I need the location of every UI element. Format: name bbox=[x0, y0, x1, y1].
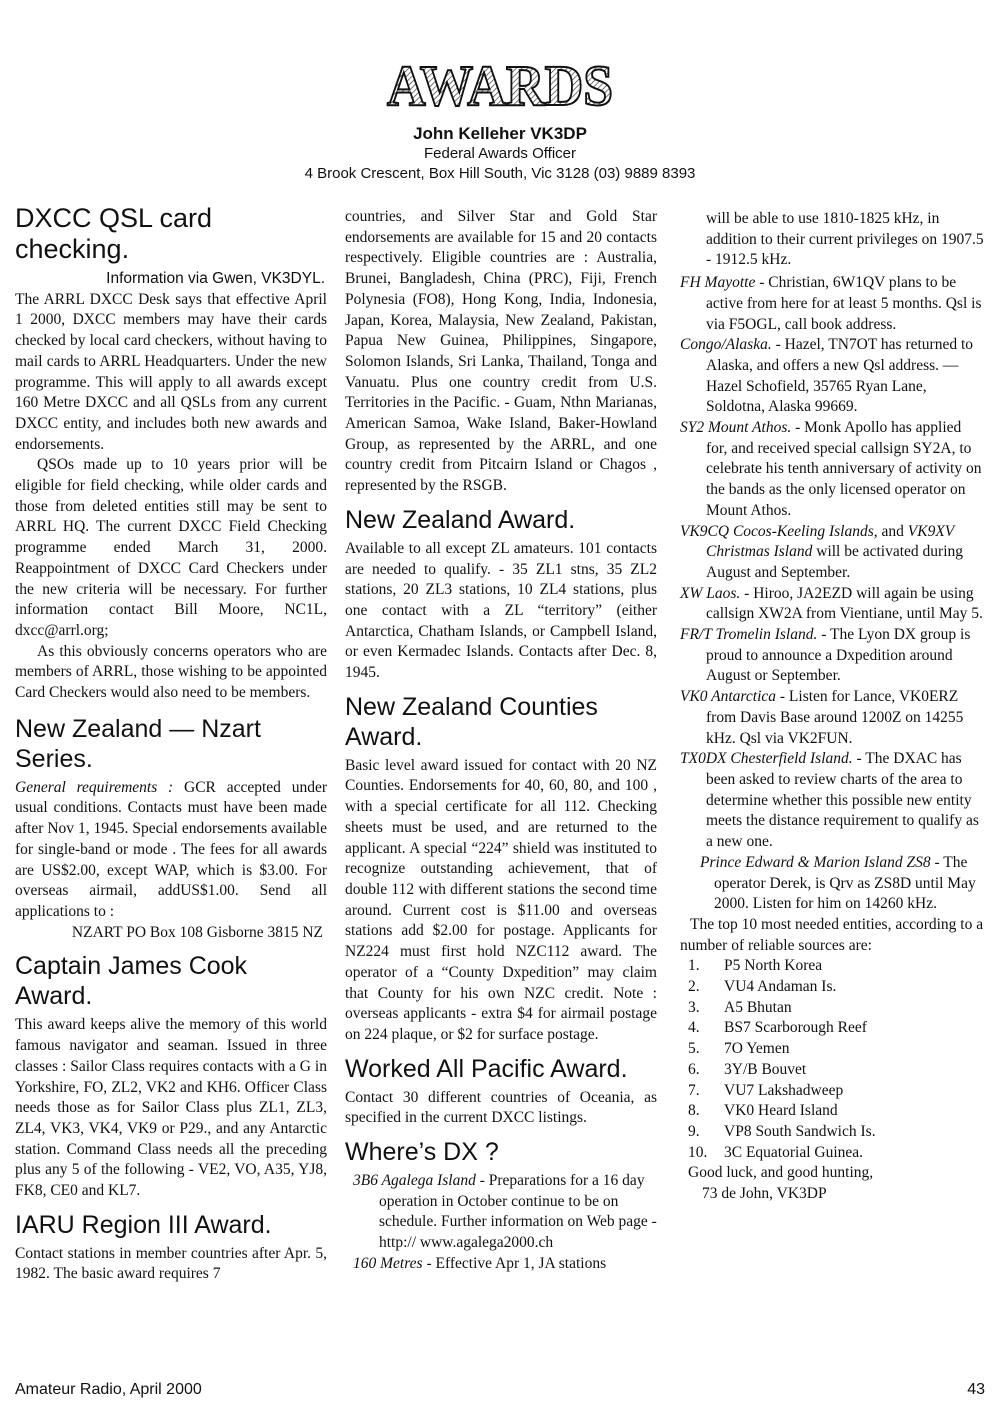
dx-item-title: Congo/Alaska. bbox=[680, 336, 772, 354]
page-footer bbox=[15, 1381, 985, 1399]
dx-item-antarctica bbox=[680, 687, 985, 749]
column-3 bbox=[680, 209, 985, 1205]
awards-logo-graphic bbox=[382, 55, 618, 115]
column-1 bbox=[15, 203, 327, 1285]
list-item-text: BS7 Scarborough Reef bbox=[724, 1019, 867, 1037]
iaru-paragraph-continued: countries, and Silver Star and Gold Star endorsements are available for 15 and 20 contacts respectively. Eligible countries are : Australia, Brunei, Bangladesh, China (PRC), Fiji, French Polynesia (FO8), Hong Kong, India, Indonesia, Japan, Korea, Malaysia, New Zealand, Pakistan, Papua New Guinea, Philippines, Singapore, Solomon Islands, Sri Lanka, Thailand, Tonga and Vanuatu. Plus one country credit from U.S. Territories in the Pacific. - Guam, Nthn Marianas, American Samoa, Wake Island, Baker-Howland Group, as represented by the ARRL, and one country credit from Pitcairn Island or Chagos , represented by the RSGB. bbox=[345, 208, 657, 495]
nz-award-paragraph: Available to all except ZL amateurs. 101 contacts are needed to qualify. - 35 ZL1 stns, 35 ZL2 stations, 20 ZL3 stations, 10 ZL4 stations, plus one contact with a ZL “territory” (either Antarctica, Chatham Islands, or Campbell Island, or even Kermadec Islands. Contacts after Dec. 8, 1945. bbox=[345, 539, 657, 682]
dx-item-title: TX0DX Chesterfield Island. bbox=[680, 750, 853, 768]
author-title: Federal Awards Officer bbox=[423, 145, 576, 162]
nz-award-heading: New Zealand Award. bbox=[345, 505, 576, 534]
list-item-number: 7. bbox=[688, 1081, 700, 1099]
nzart-address: NZART PO Box 108 Gisborne 3815 NZ bbox=[71, 923, 323, 941]
dx-item-text: - The DXAC has been asked to review charts of the area to determine whether this possible new entity meets the distance requirement to qualify as a new one. bbox=[706, 750, 979, 851]
masthead bbox=[0, 55, 1000, 184]
dx-item-prince-edward bbox=[680, 853, 985, 915]
publication-name: Amateur Radio, April 2000 bbox=[15, 1381, 202, 1398]
dx-item-title: VK0 Antarctica bbox=[680, 688, 777, 706]
dxcc-paragraph-3: As this obviously concerns operators who are members of ARRL, those wishing to be appointed Card Checkers would also need to be members. bbox=[15, 642, 327, 702]
awards-logo bbox=[382, 55, 618, 120]
list-item bbox=[688, 977, 985, 998]
list-item-text: 3Y/B Bouvet bbox=[724, 1060, 807, 1078]
list-item-text: 3C Equatorial Guinea. bbox=[724, 1143, 864, 1161]
list-item-text: 7O Yemen bbox=[724, 1040, 790, 1058]
list-item-text: VP8 South Sandwich Is. bbox=[724, 1122, 876, 1140]
dx-item-title: 3B6 Agalega Island bbox=[353, 1172, 476, 1190]
cook-heading: Captain James Cook Award. bbox=[15, 952, 248, 1011]
list-item bbox=[688, 1101, 985, 1122]
author-address: 4 Brook Crescent, Box Hill South, Vic 3128 (03) 9889 8393 bbox=[304, 165, 696, 182]
nzart-paragraph bbox=[15, 778, 327, 923]
dx-item-160m-continued: will be able to use 1810-1825 kHz, in addition to their current privileges on 1907.5 - 1912.5 kHz. bbox=[706, 210, 984, 269]
dx-item-text: - The Lyon DX group is proud to announce a Dxpedition around August or September. bbox=[706, 626, 971, 685]
list-item bbox=[688, 998, 985, 1019]
list-item-number: 10. bbox=[688, 1143, 708, 1161]
dx-item-chesterfield bbox=[680, 749, 985, 853]
list-item-number: 8. bbox=[688, 1102, 700, 1120]
list-item bbox=[688, 1060, 985, 1081]
wap-paragraph: Contact 30 different countries of Oceania, as specified in the current DXCC listings. bbox=[345, 1088, 657, 1127]
dx-item-title: FH Mayotte bbox=[680, 274, 756, 292]
nzart-label: General requirements : bbox=[15, 778, 174, 796]
list-item-text: VK0 Heard Island bbox=[724, 1102, 838, 1120]
nzart-heading: New Zealand — Nzart Series. bbox=[15, 714, 261, 773]
column-2 bbox=[345, 207, 657, 1275]
wap-heading: Worked All Pacific Award. bbox=[345, 1054, 628, 1083]
list-item-number: 5. bbox=[688, 1040, 700, 1058]
dx-item-title: SY2 Mount Athos. bbox=[680, 419, 792, 437]
dx-item-mount-athos bbox=[680, 418, 985, 522]
dxcc-source: Information via Gwen, VK3DYL. bbox=[106, 270, 325, 287]
closing-line-2: 73 de John, VK3DP bbox=[702, 1185, 827, 1203]
iaru-heading: IARU Region III Award. bbox=[15, 1210, 272, 1239]
page-number: 43 bbox=[967, 1381, 985, 1398]
dx-item-title: 160 Metres bbox=[353, 1254, 423, 1272]
author-name: John Kelleher VK3DP bbox=[413, 124, 587, 143]
dx-item-cocos-christmas bbox=[680, 522, 985, 584]
top10-list bbox=[680, 956, 985, 1163]
list-item bbox=[688, 1039, 985, 1060]
dx-item-tromelin bbox=[680, 625, 985, 687]
dx-item-agalega bbox=[345, 1171, 657, 1254]
dx-item-text: - Effective Apr 1, JA stations bbox=[422, 1254, 607, 1272]
list-item-number: 1. bbox=[688, 957, 700, 975]
dxcc-paragraph-1: The ARRL DXCC Desk says that effective April 1 2000, DXCC members may have their cards checked by local card checkers, without having to mail cards to ARRL Headquarters. Under the new programme. This will apply to all awards except 160 Metre DXCC and all QSLs from any current DXCC entity, and includes both new awards and endorsements. bbox=[15, 290, 327, 453]
list-item bbox=[688, 1018, 985, 1039]
dx-item-text: and bbox=[877, 522, 908, 540]
dx-item-160m bbox=[345, 1254, 657, 1275]
dx-item-text-2: will be activated during August and September. bbox=[706, 543, 964, 581]
list-item-text: VU7 Lakshadweep bbox=[724, 1081, 844, 1099]
wheres-dx-heading: Where’s DX ? bbox=[345, 1138, 499, 1167]
dx-item-congo-alaska bbox=[680, 335, 985, 418]
dx-item-text: - The operator Derek, is Qrv as ZS8D until May 2000. Listen for him on 14260 kHz. bbox=[714, 853, 976, 913]
list-item-number: 6. bbox=[688, 1060, 700, 1078]
dxcc-heading: DXCC QSL card checking. bbox=[15, 203, 213, 264]
nz-counties-heading: New Zealand Counties Award. bbox=[345, 692, 598, 751]
dxcc-paragraph-2: QSOs made up to 10 years prior will be eligible for field checking, while older cards and those from deleted entities still may be sent to ARRL HQ. The current DXCC Field Checking programme ended March 31, 2000. Reappointment of DXCC Card Checkers under the new criteria will be necessary. For further information contact Bill Moore, NC1L, dxcc@arrl.org; bbox=[15, 456, 327, 639]
closing-line-1: Good luck, and good hunting, bbox=[688, 1164, 874, 1182]
list-item bbox=[688, 1081, 985, 1102]
nz-counties-paragraph: Basic level award issued for contact with 20 NZ Counties. Endorsements for 40, 60, 80, and 100 , with a special certificate for all 112. Checking sheets must be used, and are returned to the applicant. A special “224” shield was instituted to recognize outstanding achievement, that of double 112 with different stations the second time around. Current cost is $11.00 and overseas stations add $2.00 for postage. Applicants for NZ224 must first hold NZC112 award. The operator of a “County Dxpedition” may claim that County for his own NZC credit. Note : overseas applicants - extra $4 for airmail postage on 224 plaque, or $2 for surface postage. bbox=[345, 756, 657, 1043]
dx-item-title-2: VK9XV Christmas Island bbox=[706, 522, 954, 561]
dx-item-text: - Monk Apollo has applied for, and received special callsign SY2A, to celebrate his tenth anniversary of activity on the bands as the only licensed operator on Mount Athos. bbox=[706, 419, 982, 519]
dx-item-text: - Christian, 6W1QV plans to be active from here for at least 5 months. Qsl is via F5OGL, call book address. bbox=[706, 274, 982, 333]
list-item bbox=[688, 956, 985, 977]
top10-intro: The top 10 most needed entities, according to a number of reliable sources are: bbox=[680, 915, 984, 954]
dx-item-text: - Hiroo, JA2EZD will again be using callsign XW2A from Vientiane, until May 5. bbox=[706, 584, 983, 623]
list-item-text: VU4 Andaman Is. bbox=[724, 978, 837, 996]
dx-item-title: VK9CQ Cocos-Keeling Islands, bbox=[680, 522, 878, 540]
dx-item-text: - Hazel, TN7OT has returned to Alaska, and offers a new Qsl address. — Hazel Schofield, 35765 Ryan Lane, Soldotna, Alaska 99669. bbox=[706, 336, 974, 416]
dx-item-text: - Preparations for a 16 day operation in October continue to be on schedule. Further information on Web page - http:// www.agalega2000.ch bbox=[379, 1172, 657, 1252]
list-item bbox=[688, 1143, 985, 1164]
logo-text: AWARDS bbox=[387, 55, 613, 115]
dx-item-text: - Listen for Lance, VK0ERZ from Davis Base around 1200Z on 14255 kHz. Qsl via VK2FUN. bbox=[706, 688, 964, 747]
dx-item-mayotte bbox=[680, 273, 985, 335]
dx-item-title: FR/T Tromelin Island. bbox=[680, 626, 818, 644]
list-item-number: 4. bbox=[688, 1019, 700, 1037]
nzart-text: GCR accepted under usual conditions. Contacts must have been made after Nov 1, 1945. Special endorsements available for single-band or mode . The fees for all awards are US$2.00, except WAP, which is $3.00. For overseas airmail, addUS$1.00. Send all applications to : bbox=[15, 778, 328, 920]
list-item-text: A5 Bhutan bbox=[724, 998, 792, 1016]
dx-item-laos bbox=[680, 584, 985, 625]
list-item bbox=[688, 1122, 985, 1143]
dx-item-title: Prince Edward & Marion Island ZS8 bbox=[700, 853, 931, 871]
list-item-number: 3. bbox=[688, 998, 700, 1016]
list-item-number: 2. bbox=[688, 978, 700, 996]
list-item-text: P5 North Korea bbox=[724, 957, 823, 975]
list-item-number: 9. bbox=[688, 1122, 700, 1140]
dx-item-title: XW Laos. bbox=[680, 584, 741, 602]
cook-paragraph: This award keeps alive the memory of this world famous navigator and seaman. Issued in three classes : Sailor Class requires contacts with a G in Yorkshire, FO, ZL2, VK2 and KH6. Officer Class needs those as for Sailor Class plus ZL1, ZL3, ZL4, VK3, VK4, VK9 or P29., and any Antarctic station. Command Class needs all the preceding plus any 5 of the following - VE2, VO, A35, YJ8, FK8, CE0 and KL7. bbox=[15, 1016, 327, 1200]
iaru-paragraph: Contact stations in member countries after Apr. 5, 1982. The basic award requires 7 bbox=[15, 1244, 327, 1283]
